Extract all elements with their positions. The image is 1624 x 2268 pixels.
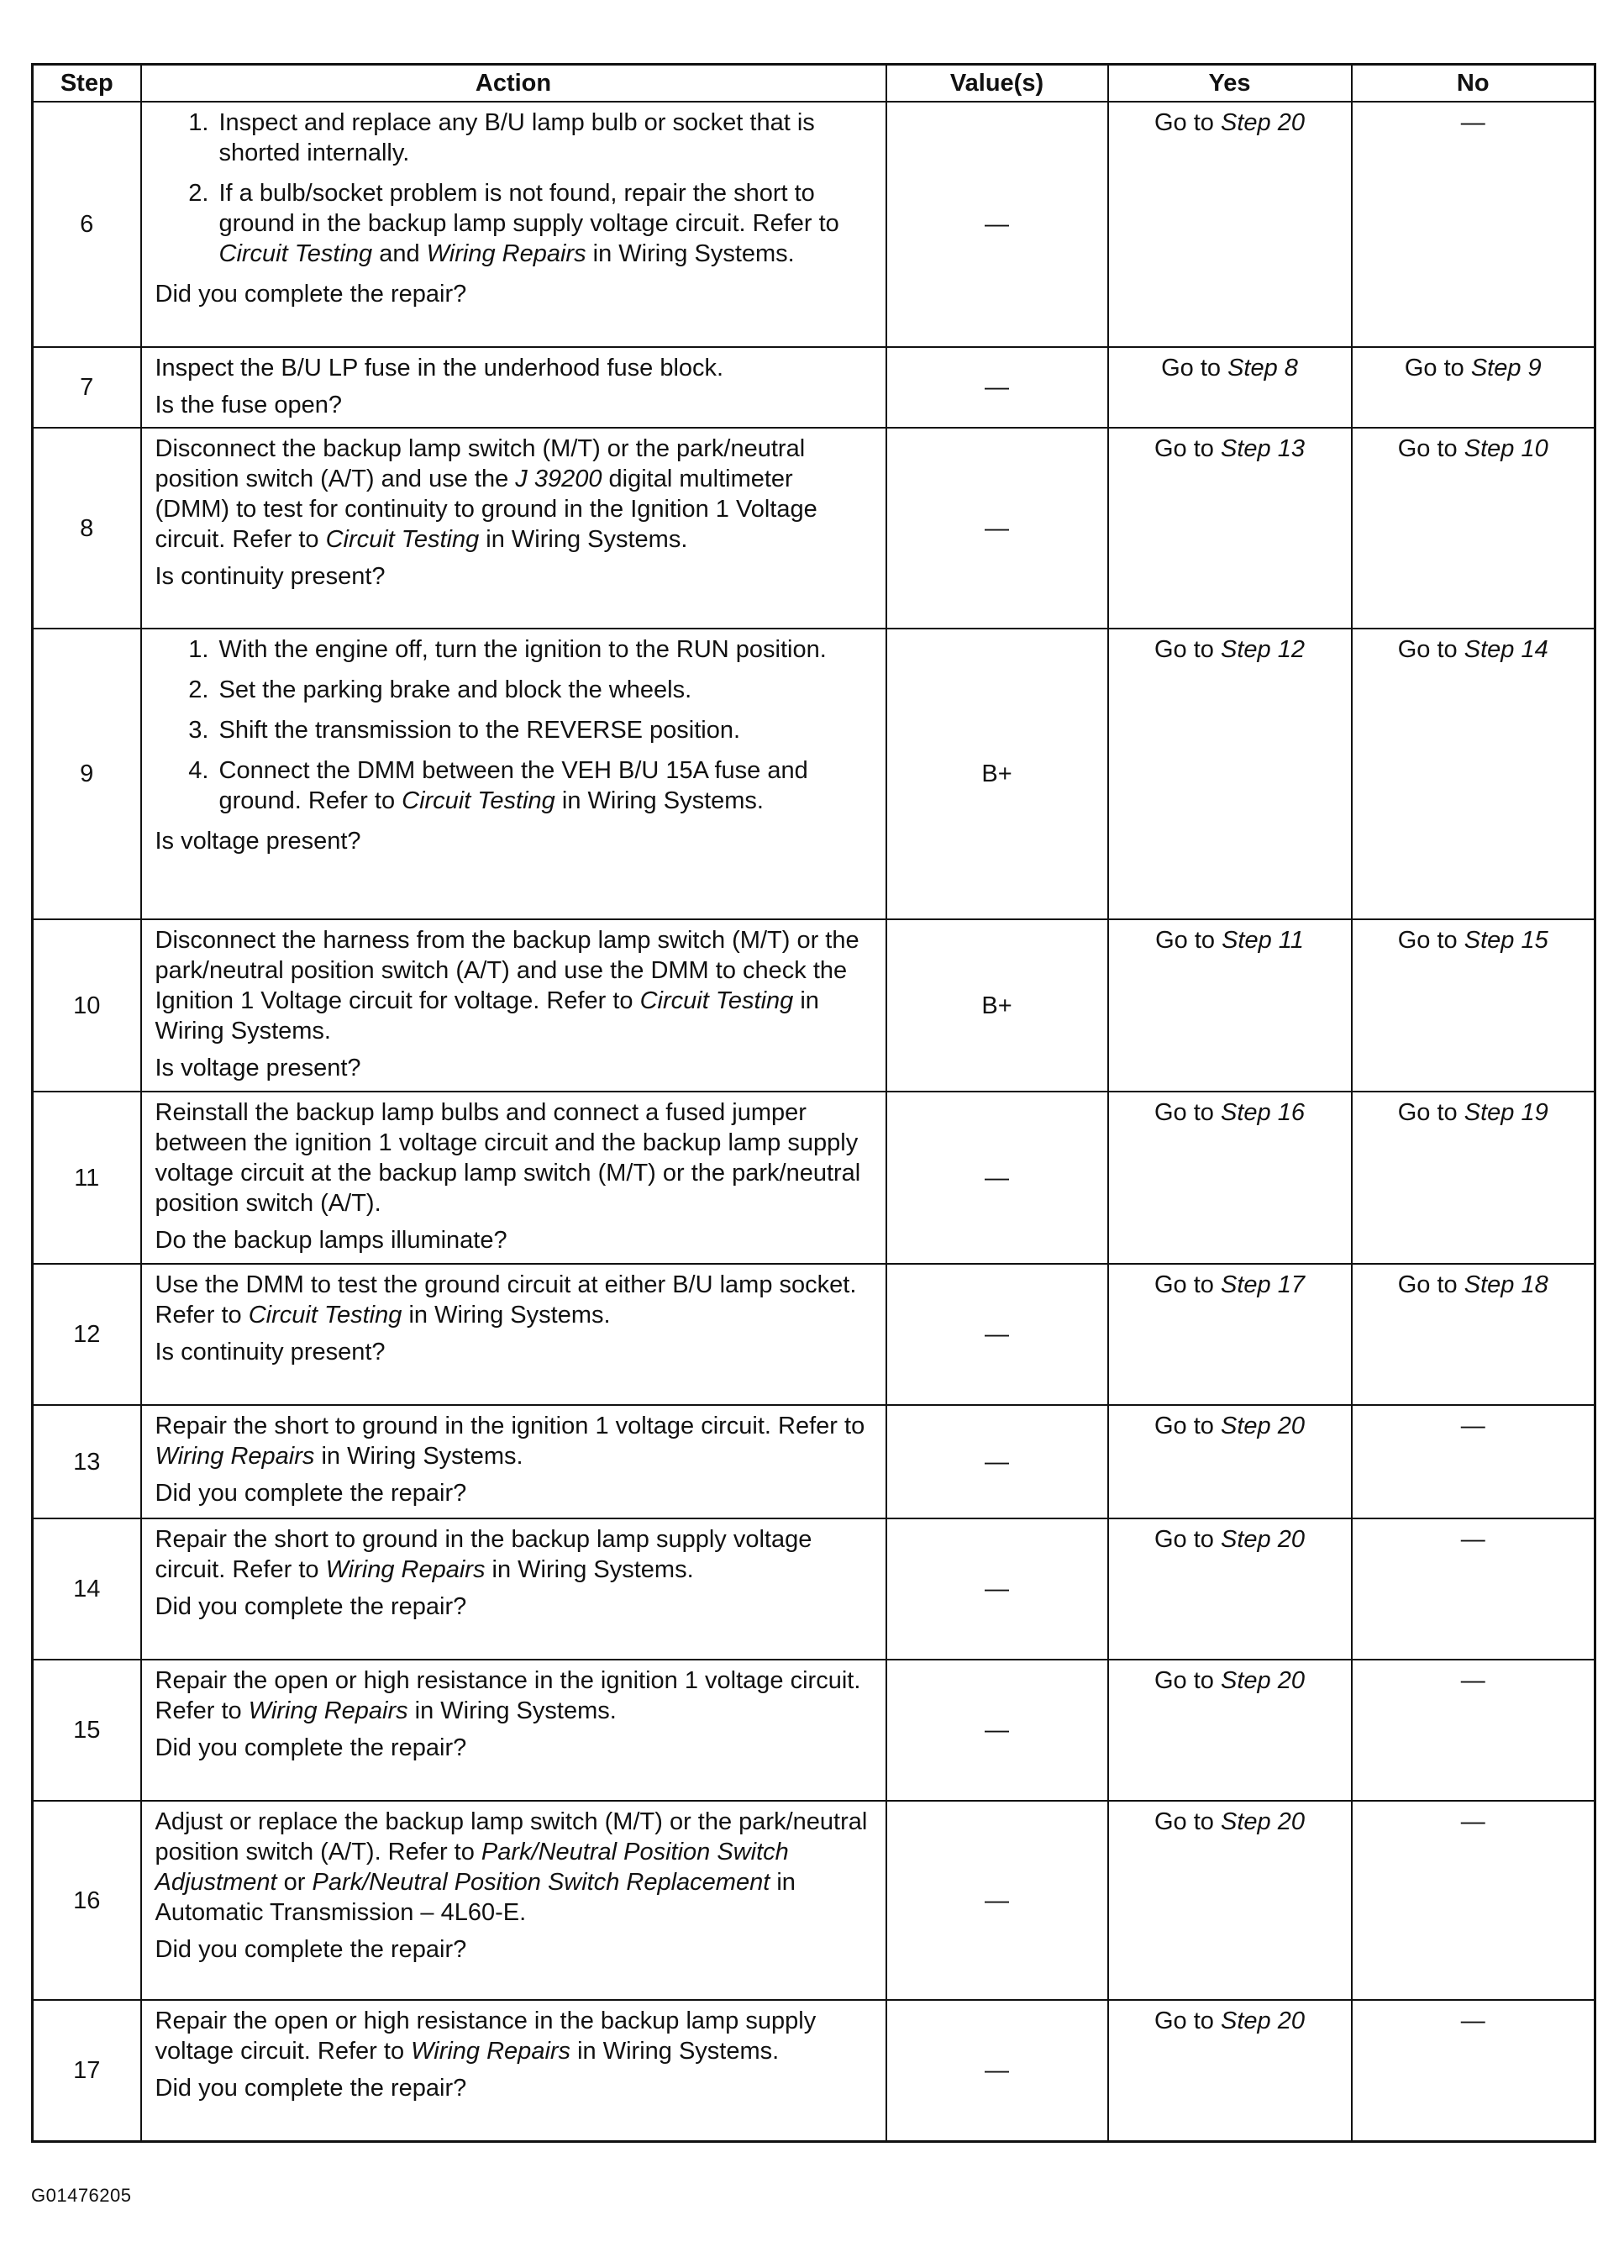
- action-step-item: [216, 675, 872, 705]
- table-row: [33, 1092, 1595, 1264]
- emphasized-text: Step 9: [1470, 355, 1542, 382]
- action-cell: [141, 347, 886, 428]
- text-run: Go to: [1154, 1413, 1221, 1439]
- action-cell: [141, 1660, 886, 1801]
- yes-goto: [1116, 925, 1344, 955]
- yes-goto: [1116, 1665, 1344, 1696]
- table-row: [33, 347, 1595, 428]
- action-question: Do the backup lamps illuminate?: [155, 1227, 507, 1254]
- text-run: in Wiring Systems.: [402, 1302, 611, 1329]
- emphasized-text: Step 15: [1464, 927, 1548, 954]
- table-row: [33, 1801, 1595, 2000]
- step-number: 16: [33, 1801, 141, 2000]
- emphasized-text: Step 20: [1221, 1808, 1305, 1835]
- text-run: Go to: [1404, 355, 1471, 382]
- step-number: 11: [33, 1092, 141, 1264]
- action-question: Did you complete the repair?: [155, 1593, 467, 1620]
- text-run: Set the parking brake and block the wheels.: [218, 676, 692, 703]
- step-number: 15: [33, 1660, 141, 1801]
- no-cell: [1352, 1660, 1595, 1801]
- emphasized-text: Step 8: [1227, 355, 1298, 382]
- text-run: Disconnect the backup lamp switch (M/T) or the park/neutral position switch (A/T) and use the: [155, 435, 806, 492]
- action-cell: [141, 102, 886, 347]
- yes-cell: [1108, 428, 1352, 629]
- value-cell: —: [886, 1518, 1108, 1660]
- action-cell: [141, 919, 886, 1092]
- table-row: [33, 428, 1595, 629]
- text-run: or: [276, 1869, 313, 1896]
- value-cell: —: [886, 428, 1108, 629]
- text-run: in Wiring Systems.: [586, 240, 795, 267]
- action-cell: [141, 2000, 886, 2141]
- header-row: [33, 65, 1595, 103]
- yes-cell: [1108, 347, 1352, 428]
- text-run: Go to: [1154, 1808, 1221, 1835]
- text-run: in Wiring Systems.: [155, 987, 819, 1045]
- table-row: [33, 2000, 1595, 2141]
- figure-code: G01476205: [31, 2185, 132, 2206]
- step-number: 17: [33, 2000, 141, 2141]
- yes-cell: [1108, 2000, 1352, 2141]
- table-row: [33, 1660, 1595, 1801]
- no-cell: [1352, 428, 1595, 629]
- yes-cell: [1108, 629, 1352, 919]
- header-no: No: [1352, 65, 1595, 103]
- action-cell: [141, 1518, 886, 1660]
- yes-cell: [1108, 1518, 1352, 1660]
- step-number: 6: [33, 102, 141, 347]
- no-cell: [1352, 347, 1595, 428]
- text-run: Go to: [1161, 355, 1228, 382]
- action-cell: [141, 1405, 886, 1518]
- text-run: If a bulb/socket problem is not found, repair the short to ground in the backup lamp supply voltage circuit. Refer to: [218, 180, 839, 237]
- emphasized-text: Step 14: [1464, 636, 1548, 663]
- emphasized-text: Step 20: [1221, 2008, 1305, 2034]
- step-number: 8: [33, 428, 141, 629]
- text-run: in Automatic Transmission – 4L60-E.: [155, 1869, 796, 1926]
- text-run: digital multimeter (DMM) to test for continuity to ground in the Ignition 1 Voltage circuit. Refer to: [155, 466, 817, 553]
- header-yes: Yes: [1108, 65, 1352, 103]
- text-run: With the engine off, turn the ignition to the RUN position.: [218, 636, 827, 663]
- step-number: 10: [33, 919, 141, 1092]
- action-question: Is voltage present?: [155, 828, 361, 855]
- emphasized-text: Step 13: [1221, 435, 1305, 462]
- text-run: in Wiring Systems.: [570, 2038, 780, 2065]
- text-run: Repair the short to ground in the backup lamp supply voltage circuit. Refer to: [155, 1526, 812, 1583]
- text-run: Use the DMM to test the ground circuit at either B/U lamp socket. Refer to: [155, 1271, 857, 1329]
- text-run: Go to: [1397, 1099, 1464, 1126]
- no-cell: [1352, 1518, 1595, 1660]
- text-run: Go to: [1155, 927, 1222, 954]
- header-action: Action: [141, 65, 886, 103]
- action-instructions: [155, 353, 872, 383]
- action-instructions: [155, 1270, 872, 1330]
- step-number: 7: [33, 347, 141, 428]
- text-run: Go to: [1397, 927, 1464, 954]
- table-row: [33, 629, 1595, 919]
- value-cell: B+: [886, 629, 1108, 919]
- text-run: Go to: [1154, 435, 1221, 462]
- no-goto: [1359, 1270, 1588, 1300]
- table-body: [33, 102, 1595, 2141]
- emphasized-text: Wiring Repairs: [411, 2038, 571, 2065]
- no-cell: [1352, 1264, 1595, 1405]
- action-instructions: [155, 1097, 872, 1218]
- table-row: [33, 919, 1595, 1092]
- action-instructions: [155, 108, 872, 272]
- emphasized-text: Circuit Testing: [639, 987, 794, 1014]
- action-instructions: [155, 925, 872, 1046]
- emphasized-text: Wiring Repairs: [155, 1443, 315, 1470]
- step-number: 14: [33, 1518, 141, 1660]
- action-cell: [141, 1264, 886, 1405]
- yes-goto: [1116, 434, 1344, 464]
- text-run: Inspect and replace any B/U lamp bulb or socket that is shorted internally.: [218, 109, 815, 166]
- yes-goto: [1116, 2006, 1344, 2036]
- no-goto: [1359, 434, 1588, 464]
- emphasized-text: Step 18: [1464, 1271, 1548, 1298]
- emphasized-text: J 39200: [515, 466, 602, 492]
- no-cell: [1352, 1801, 1595, 2000]
- value-cell: —: [886, 1801, 1108, 2000]
- value-cell: —: [886, 1660, 1108, 1801]
- action-instructions: [155, 1807, 872, 1928]
- text-run: Adjust or replace the backup lamp switch (M/T) or the park/neutral position switch (A/T). Refer to: [155, 1808, 868, 1865]
- table-row: [33, 1405, 1595, 1518]
- no-goto: [1359, 353, 1588, 383]
- action-question: Is voltage present?: [155, 1055, 361, 1081]
- emphasized-text: Step 16: [1221, 1099, 1305, 1126]
- action-question: Did you complete the repair?: [155, 2075, 467, 2102]
- yes-cell: [1108, 102, 1352, 347]
- step-number: 13: [33, 1405, 141, 1518]
- action-step-item: [216, 108, 872, 168]
- no-cell: [1352, 1405, 1595, 1518]
- yes-goto: [1116, 108, 1344, 138]
- emphasized-text: Wiring Repairs: [426, 240, 586, 267]
- action-instructions: [155, 1411, 872, 1471]
- yes-goto: [1116, 353, 1344, 383]
- action-step-item: [216, 178, 872, 269]
- text-run: Repair the short to ground in the ignition 1 voltage circuit. Refer to: [155, 1413, 865, 1439]
- action-question: Did you complete the repair?: [155, 1734, 467, 1761]
- text-run: in Wiring Systems.: [479, 526, 688, 553]
- action-steps-list: [155, 634, 872, 816]
- value-cell: —: [886, 347, 1108, 428]
- no-cell: [1352, 102, 1595, 347]
- no-goto: [1359, 634, 1588, 665]
- emphasized-text: Step 20: [1221, 1526, 1305, 1553]
- text-run: Repair the open or high resistance in the ignition 1 voltage circuit. Refer to: [155, 1667, 861, 1724]
- value-cell: —: [886, 1092, 1108, 1264]
- emphasized-text: Step 19: [1464, 1099, 1548, 1126]
- action-question: Is continuity present?: [155, 1339, 386, 1366]
- text-run: in Wiring Systems.: [407, 1697, 617, 1724]
- value-cell: —: [886, 1264, 1108, 1405]
- step-number: 12: [33, 1264, 141, 1405]
- emphasized-text: Park/Neutral Position Switch Replacement: [312, 1869, 770, 1896]
- no-cell: [1352, 629, 1595, 919]
- no-value: —: [1460, 1667, 1485, 1694]
- value-cell: B+: [886, 919, 1108, 1092]
- text-run: and: [372, 240, 427, 267]
- action-question: Is continuity present?: [155, 563, 386, 590]
- action-instructions: [155, 634, 872, 819]
- yes-goto: [1116, 1807, 1344, 1837]
- action-question: Did you complete the repair?: [155, 1936, 467, 1963]
- text-run: Go to: [1154, 1099, 1221, 1126]
- emphasized-text: Circuit Testing: [402, 787, 555, 814]
- emphasized-text: Step 20: [1221, 1667, 1305, 1694]
- yes-goto: [1116, 1270, 1344, 1300]
- action-question: Did you complete the repair?: [155, 1480, 467, 1507]
- value-cell: —: [886, 102, 1108, 347]
- emphasized-text: Step 17: [1221, 1271, 1305, 1298]
- action-question: Is the fuse open?: [155, 392, 342, 418]
- no-value: —: [1460, 1808, 1485, 1835]
- action-step-item: [216, 715, 872, 745]
- action-question: Did you complete the repair?: [155, 281, 467, 308]
- text-run: Go to: [1154, 1271, 1221, 1298]
- emphasized-text: Step 12: [1221, 636, 1305, 663]
- action-cell: [141, 1801, 886, 2000]
- yes-cell: [1108, 1660, 1352, 1801]
- text-run: Repair the open or high resistance in the backup lamp supply voltage circuit. Refer to: [155, 2008, 817, 2065]
- emphasized-text: Circuit Testing: [248, 1302, 402, 1329]
- step-number: 9: [33, 629, 141, 919]
- no-value: —: [1460, 109, 1485, 136]
- action-instructions: [155, 1665, 872, 1726]
- header-step: Step: [33, 65, 141, 103]
- action-step-item: [216, 755, 872, 816]
- no-cell: [1352, 919, 1595, 1092]
- emphasized-text: Wiring Repairs: [325, 1556, 486, 1583]
- header-values: Value(s): [886, 65, 1108, 103]
- no-cell: [1352, 2000, 1595, 2141]
- emphasized-text: Step 11: [1222, 927, 1304, 954]
- no-value: —: [1460, 1526, 1485, 1553]
- yes-goto: [1116, 1411, 1344, 1441]
- text-run: Inspect the B/U LP fuse in the underhood fuse block.: [155, 355, 724, 382]
- diagnostic-table: [31, 63, 1596, 2143]
- emphasized-text: Circuit Testing: [325, 526, 480, 553]
- yes-goto: [1116, 1524, 1344, 1555]
- action-cell: [141, 629, 886, 919]
- no-value: —: [1460, 1413, 1485, 1439]
- text-run: Go to: [1154, 1526, 1221, 1553]
- yes-cell: [1108, 1405, 1352, 1518]
- text-run: Go to: [1154, 2008, 1221, 2034]
- table-row: [33, 1264, 1595, 1405]
- value-cell: —: [886, 1405, 1108, 1518]
- emphasized-text: Park/Neutral Position Switch Adjustment: [155, 1839, 789, 1896]
- text-run: Go to: [1154, 1667, 1221, 1694]
- action-cell: [141, 1092, 886, 1264]
- yes-cell: [1108, 1092, 1352, 1264]
- text-run: in Wiring Systems.: [554, 787, 764, 814]
- table-row: [33, 102, 1595, 347]
- emphasized-text: Circuit Testing: [218, 240, 373, 267]
- no-value: —: [1460, 2008, 1485, 2034]
- text-run: Go to: [1397, 1271, 1464, 1298]
- text-run: Go to: [1154, 636, 1221, 663]
- value-cell: —: [886, 2000, 1108, 2141]
- text-run: in Wiring Systems.: [314, 1443, 523, 1470]
- emphasized-text: Step 10: [1464, 435, 1548, 462]
- text-run: Go to: [1397, 636, 1464, 663]
- text-run: in Wiring Systems.: [485, 1556, 694, 1583]
- table-row: [33, 1518, 1595, 1660]
- text-run: Reinstall the backup lamp bulbs and connect a fused jumper between the ignition 1 voltage circuit and the backup lamp supply voltage circuit at the backup lamp switch (M/T) or the park/neutral position switch (A/T).: [155, 1099, 861, 1217]
- no-goto: [1359, 925, 1588, 955]
- text-run: Go to: [1154, 109, 1221, 136]
- yes-cell: [1108, 1264, 1352, 1405]
- action-step-item: [216, 634, 872, 665]
- action-steps-list: [155, 108, 872, 269]
- emphasized-text: Step 20: [1221, 109, 1305, 136]
- yes-cell: [1108, 919, 1352, 1092]
- emphasized-text: Wiring Repairs: [248, 1697, 408, 1724]
- no-goto: [1359, 1097, 1588, 1128]
- yes-goto: [1116, 634, 1344, 665]
- text-run: Disconnect the harness from the backup lamp switch (M/T) or the park/neutral position switch (A/T) and use the DMM to check the Ignition 1 Voltage circuit for voltage. Refer to: [155, 927, 859, 1014]
- action-instructions: [155, 2006, 872, 2066]
- action-instructions: [155, 1524, 872, 1585]
- text-run: Shift the transmission to the REVERSE position.: [218, 717, 741, 744]
- emphasized-text: Step 20: [1221, 1413, 1305, 1439]
- action-cell: [141, 428, 886, 629]
- no-cell: [1352, 1092, 1595, 1264]
- text-run: Go to: [1397, 435, 1464, 462]
- yes-goto: [1116, 1097, 1344, 1128]
- yes-cell: [1108, 1801, 1352, 2000]
- action-instructions: [155, 434, 872, 555]
- text-run: Connect the DMM between the VEH B/U 15A fuse and ground. Refer to: [218, 757, 808, 814]
